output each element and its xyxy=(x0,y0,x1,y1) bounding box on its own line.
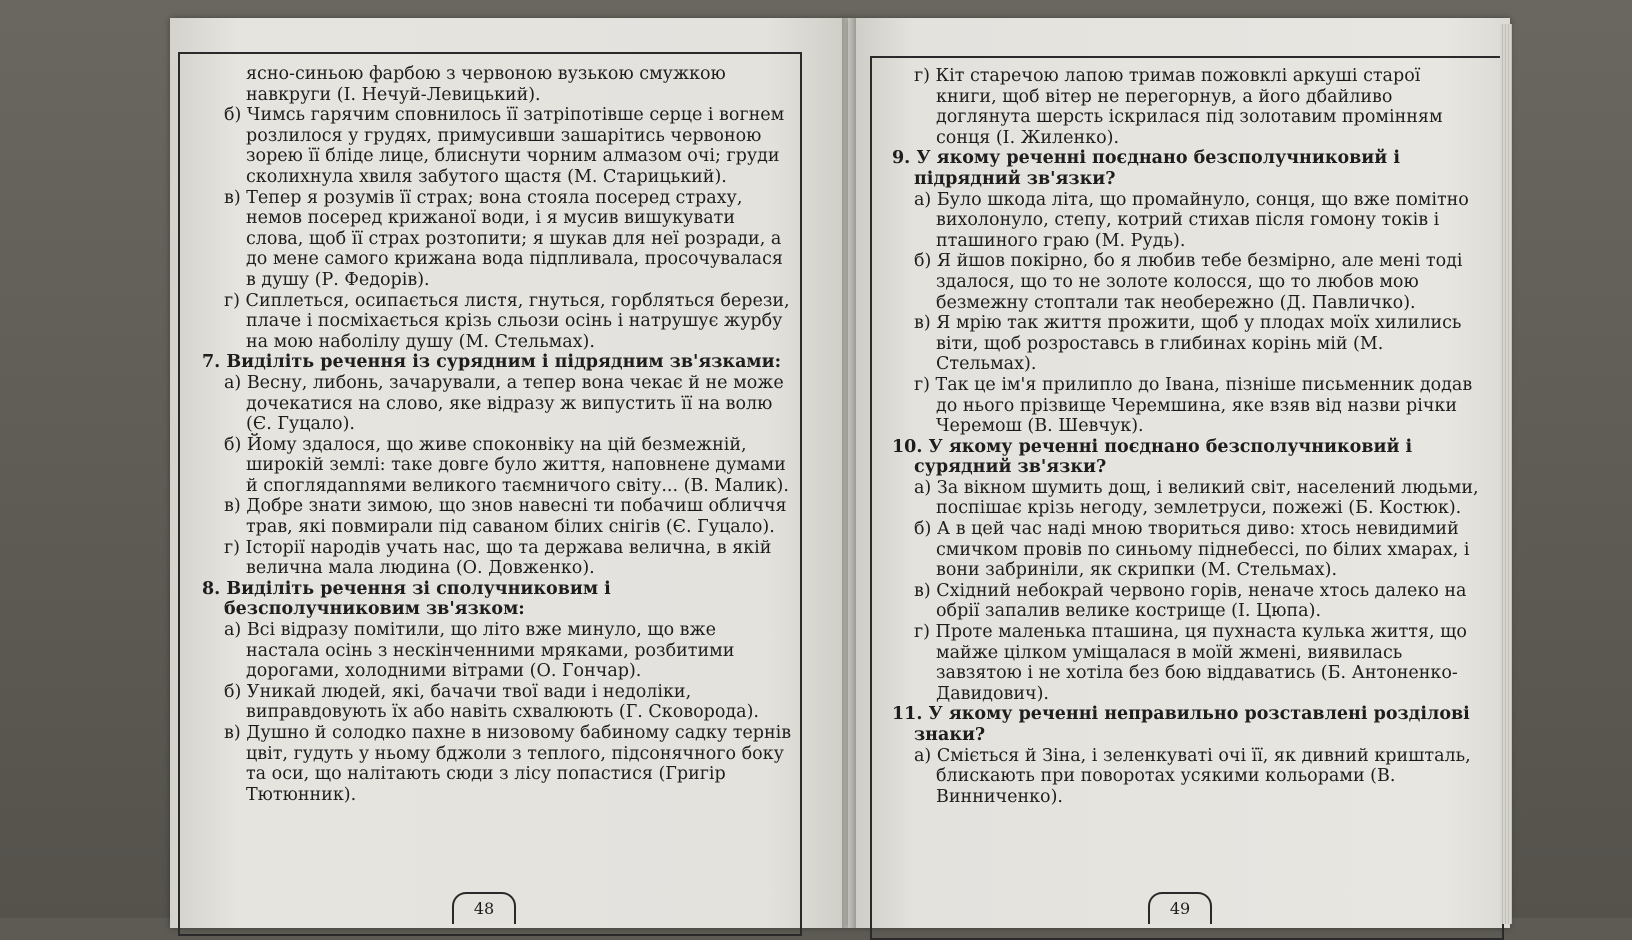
text-paragraph: ясно-синьою фарбою з червоною вузькою смужкою навкруги (І. Нечуй-Левицький). xyxy=(246,64,726,105)
left-page-text xyxy=(202,64,792,805)
text-paragraph: в) Я мрію так життя прожити, щоб у плодах моїх хилились віти, щоб розроставсь в глибинах корінь мій (М. Стельмах). xyxy=(914,313,1462,375)
text-paragraph: б) Я йшов покірно, бо я любив тебе безмірно, але мені тоді здалося, що то не золоте колосся, що то любов мою безмежну стоптали так необережно (Д. Павличко). xyxy=(914,251,1463,313)
question-heading: 7. Виділіть речення із сурядним і підрядним зв'язками: xyxy=(202,352,782,373)
text-paragraph: г) Кіт старечою лапою тримав пожовклі аркуші старої книги, щоб вітер не перегорнув, а його дбайливо доглянута шерсть іскрилася під золотавим промінням сонця (І. Жиленко). xyxy=(914,66,1443,148)
left-page-number: 48 xyxy=(452,892,516,924)
text-paragraph: г) Проте маленька пташина, ця пухнаста кулька життя, що майже цілком уміщалася в моїй жмені, виявилась завзятою і не хотіла без бою віддаватись (Б. Антоненко-Давидович). xyxy=(914,622,1467,704)
text-paragraph: б) Уникай людей, які, бачачи твої вади і недоліки, виправдовують їх або навіть схвалюють (Г. Сковорода). xyxy=(224,681,759,723)
right-page-number: 49 xyxy=(1148,892,1212,924)
text-paragraph: б) Йому здалося, що живе споконвіку на цій безмежній, широкій землі: таке довге було життя, наповнене думами й споглядannями великого таємничого світу... (В. Малик). xyxy=(224,434,789,496)
text-paragraph: г) Так це ім'я прилипло до Івана, пізніше письменник додав до нього прізвище Черемшина, яке взяв від назви річки Черемош (В. Шевчук). xyxy=(914,374,1473,437)
text-paragraph: б) А в цей час наді мною твориться диво: хтось невидимий смичком провів по синьому піднебессі, по білих хмарах, і вони забриніли, як скрипки (М. Стельмах). xyxy=(914,519,1470,581)
text-paragraph: а) Всі відразу помітили, що літо вже минуло, що вже настала осінь з нескінченними мряками, розбитими дорогами, холодними вітрами (О. Гончар). xyxy=(224,620,735,682)
question-heading: 11. У якому реченні неправильно розставлені розділові знаки? xyxy=(892,704,1470,745)
text-paragraph: г) Історії народів учать нас, що та держава велична, в якій велична мала людина (О. Довженко). xyxy=(224,537,772,579)
text-paragraph: в) Душно й солодко пахне в низовому бабиному садку тернів цвіт, гудуть у ньому бджоли з теплого, підсонячного боку та оси, що налітають сюди з лісу попастися (Григір Тютюнник). xyxy=(224,723,792,805)
text-paragraph: в) Тепер я розумів її страх; вона стояла посеред страху, немов посеред крижаної води, і я мусив вишукувати слова, щоб її страх розтопити; я шукав для неї розради, а до мене самого крижана вода підпливала, просочувалася в душу (Р. Федорів). xyxy=(224,187,783,290)
text-paragraph: а) Було шкода літа, що промайнуло, сонця, що вже помітно вихолонуло, степу, котрий стихав після гомону токів і пташиного граю (М. Рудь). xyxy=(914,189,1469,251)
left-page xyxy=(170,18,848,928)
text-paragraph: г) Сиплеться, осипається листя, гнуться, горбляться берези, плаче і посміхається крізь сльози осінь і натрушує журбу на мою наболілу душу (М. Стельмах). xyxy=(224,290,790,352)
right-page xyxy=(848,18,1510,928)
text-paragraph: а) За вікном шумить дощ, і великий світ, населений людьми, поспішає крізь негоду, землетруси, пожежі (Б. Костюк). xyxy=(914,477,1479,519)
question-heading: 9. У якому реченні поєднано безсполучниковий і підрядний зв'язки? xyxy=(892,148,1401,189)
text-paragraph: в) Добре знати зимою, що знов навесні ти побачиш обличчя трав, які повмирали під саваном білих снігів (Є. Гуцало). xyxy=(224,496,787,538)
text-paragraph: а) Сміється й Зіна, і зеленкуваті очі її, як дивний кришталь, блискають при поворотах усякими кольорами (В. Винниченко). xyxy=(914,745,1471,807)
question-heading: 10. У якому реченні поєднано безсполучниковий і сурядний зв'язки? xyxy=(892,436,1413,478)
book-spine xyxy=(842,18,856,928)
open-book xyxy=(170,18,1510,928)
right-page-text xyxy=(892,66,1482,807)
page-edges xyxy=(1500,24,1512,924)
question-heading: 8. Виділіть речення зі сполучниковим і безсполучниковим зв'язком: xyxy=(202,578,611,620)
text-paragraph: в) Східний небокрай червоно горів, неначе хтось далеко на обрії запалив велике кострище (І. Цюпа). xyxy=(914,580,1467,622)
text-paragraph: б) Чимсь гарячим сповнилось її затріпотівше серце і вогнем розлилося у грудях, примусивши зашарітись червоною зорею її бліде лице, блиснути чорним алмазом очі; груди сколихнула хвиля забутого щастя (М. Старицький). xyxy=(224,105,785,187)
text-paragraph: а) Весну, либонь, зачарували, а тепер вона чекає й не може дочекатися на слово, яке відразу ж випустить її на волю (Є. Гуцало). xyxy=(224,372,784,435)
